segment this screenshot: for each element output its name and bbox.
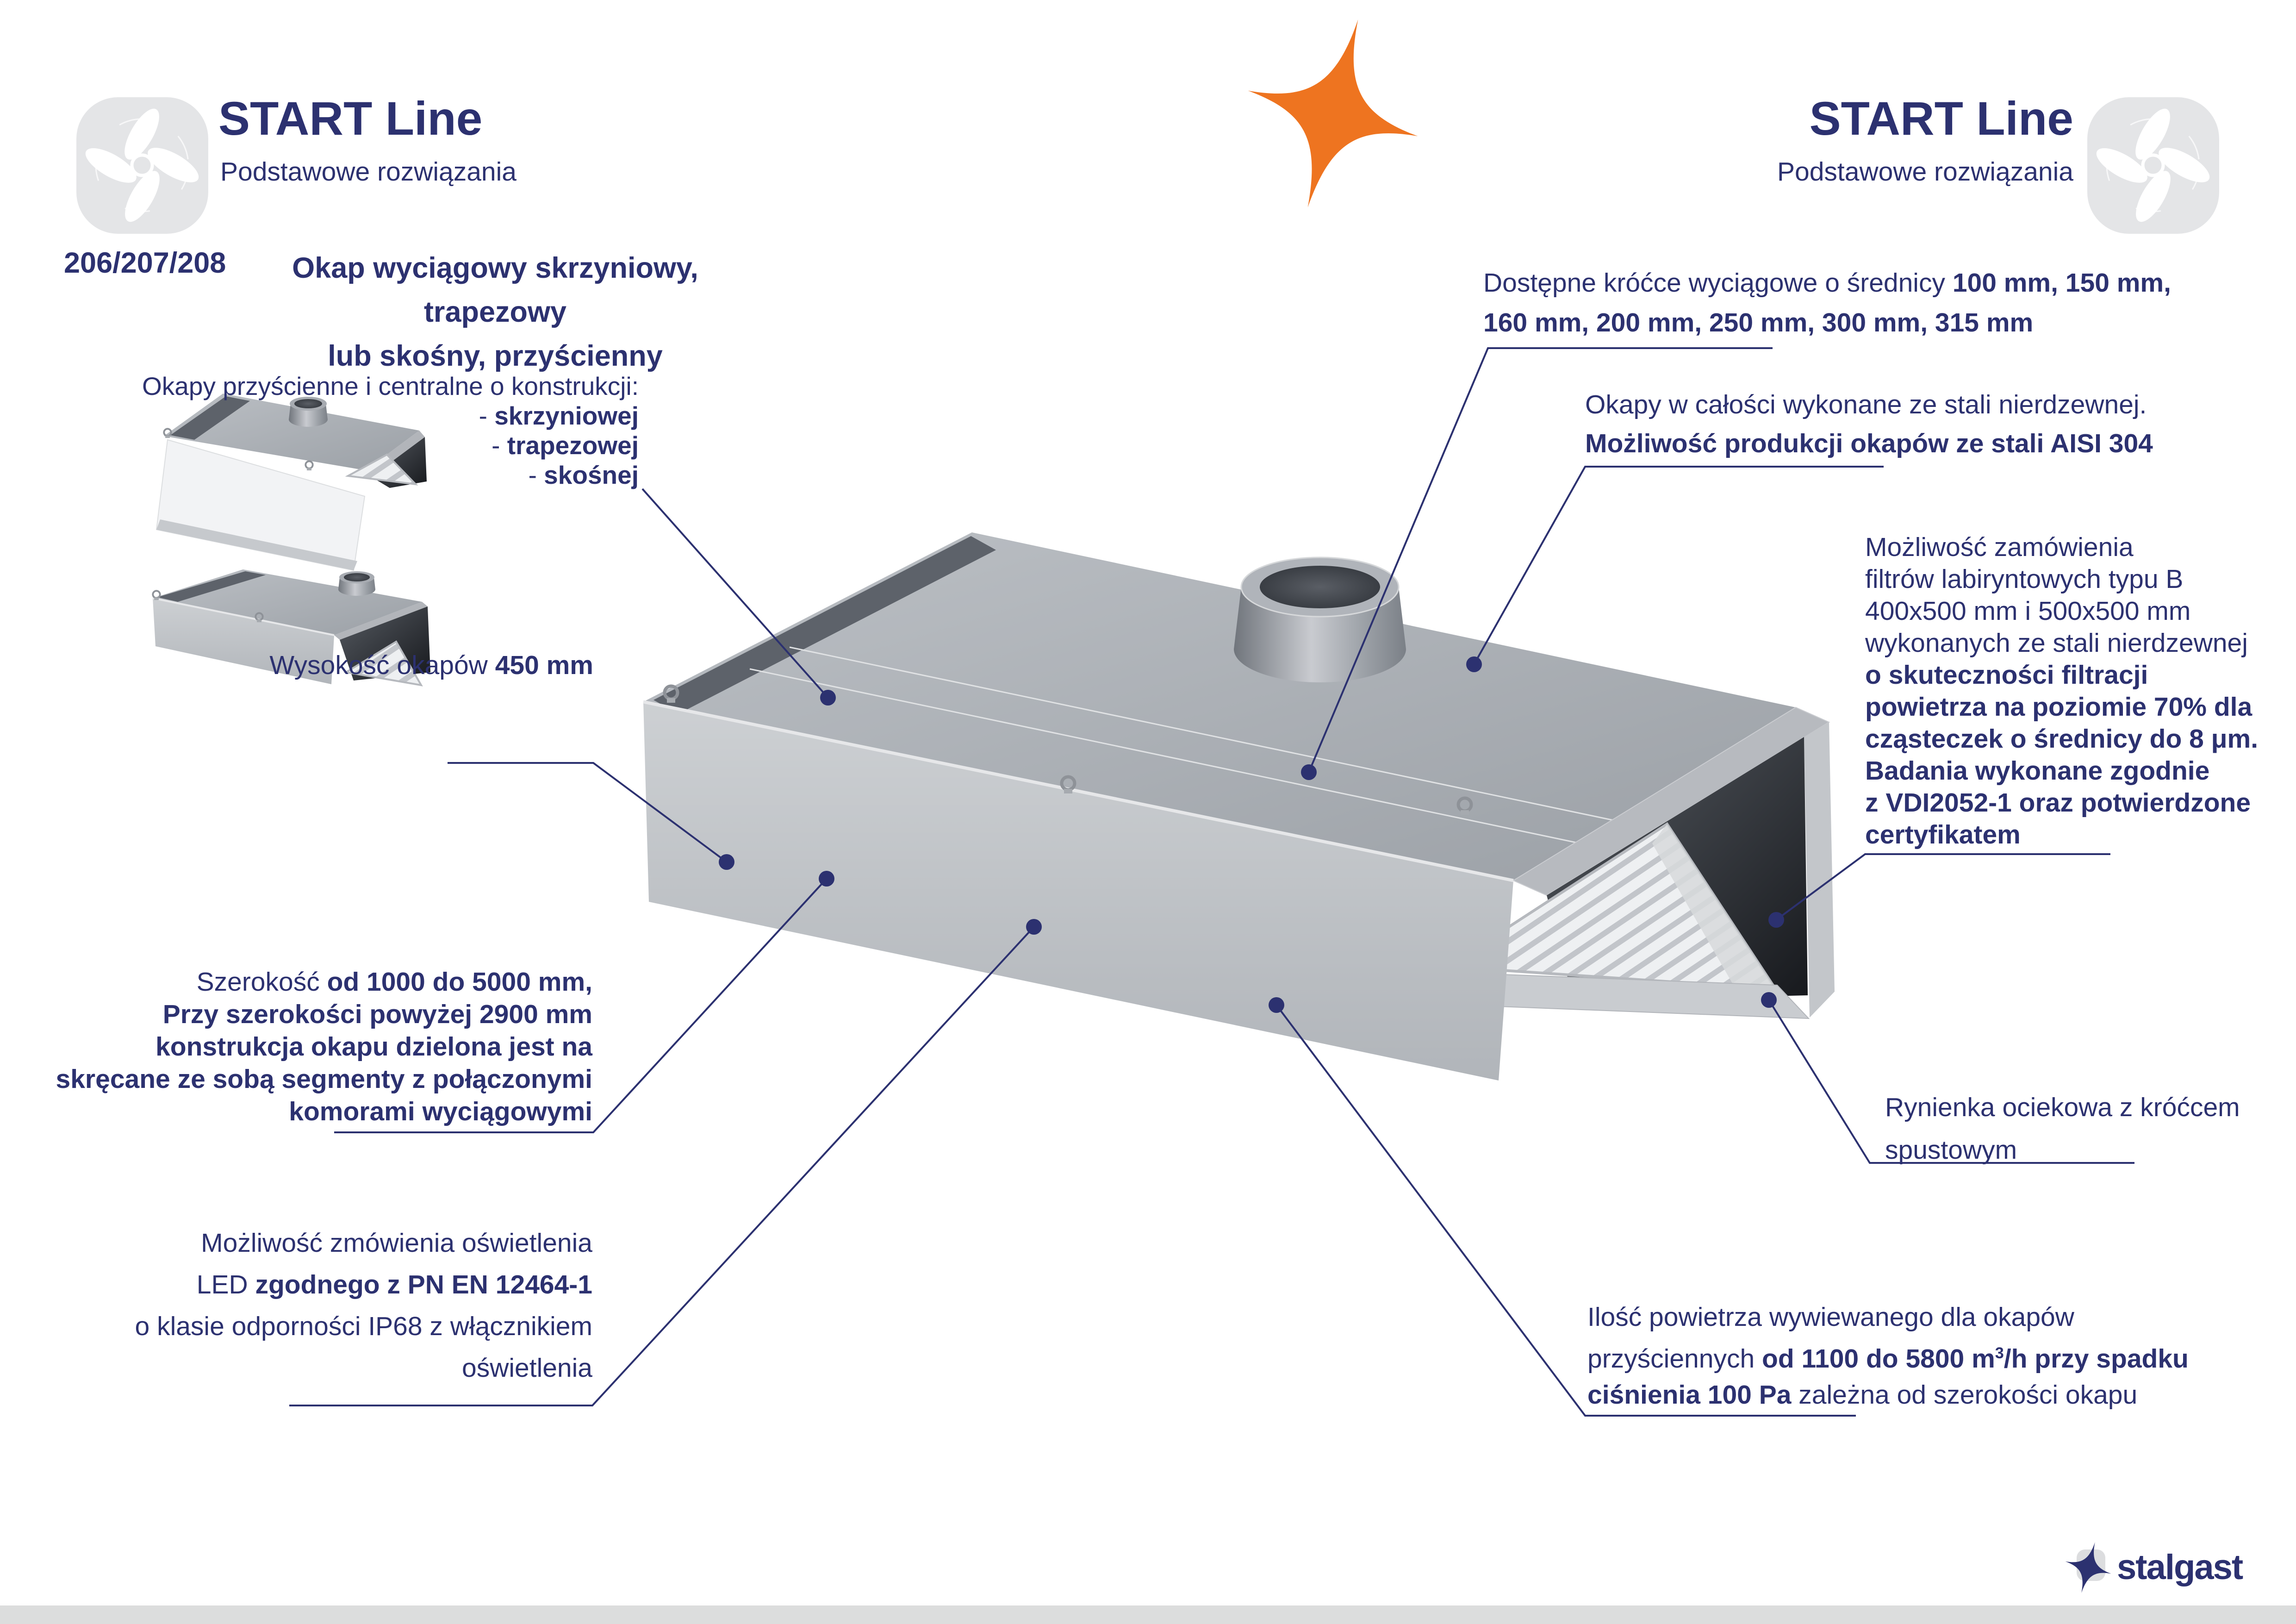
annotation-drip-tray	[1885, 1086, 2240, 1171]
text-line: Możliwość zmówienia oświetlenia	[201, 1228, 592, 1258]
product-name	[234, 246, 757, 378]
callout-dot	[819, 871, 834, 887]
text-line: Okapy w całości wykonane ze stali nierdzewnej.	[1585, 390, 2147, 419]
text-line: komorami wyciągowymi	[289, 1097, 592, 1126]
text-line: 160 mm, 200 mm, 250 mm, 300 mm, 315 mm	[1483, 308, 2034, 337]
callout-dot	[820, 690, 836, 706]
text-line: o skuteczności filtracji	[1865, 660, 2148, 690]
product-name-line2: lub skośny, przyścienny	[328, 340, 663, 372]
text-line: z VDI2052-1 oraz potwierdzone	[1865, 788, 2251, 818]
brand-title: START Line	[1809, 92, 2073, 145]
hood-render	[643, 532, 1835, 1081]
annotation-airflow	[1587, 1299, 2189, 1413]
text-line: Okapy przyścienne i centralne o konstrukcji:	[142, 372, 639, 400]
annotation-width	[56, 966, 592, 1128]
callout-dot	[1761, 992, 1777, 1008]
annotation-ducts	[1483, 263, 2171, 343]
exhaust-collar	[1234, 557, 1406, 682]
annotation-steel	[1585, 385, 2153, 463]
annotation-construction	[142, 371, 639, 490]
callout-dot	[1301, 764, 1317, 780]
text-line: przyściennych od 1100 do 5800 $m^3/h$ przy spadku	[1587, 1344, 2189, 1374]
annotation-height	[269, 649, 593, 681]
text-line: LED zgodnego z PN EN 12464-1	[196, 1270, 592, 1299]
sparkle-icon	[1223, 0, 1443, 230]
text-line: Przy szerokości powyżej 2900 mm	[162, 999, 592, 1029]
brand-subtitle: Podstawowe rozwiązania	[1777, 157, 2073, 187]
text-line: Dostępne króćce wyciągowe o średnicy 100 mm, 150 mm,	[1483, 268, 2171, 298]
text-line: Szerokość od 1000 do 5000 mm,	[196, 967, 592, 997]
text-line: - skrzyniowej	[479, 401, 639, 430]
text-line: Ilość powietrza wywiewanego dla okapów	[1587, 1302, 2074, 1332]
brand-logo-left	[76, 97, 208, 234]
text-line: - skośnej	[528, 461, 639, 489]
text-line: Badania wykonane zgodnie	[1865, 756, 2210, 786]
callout-dot	[1768, 912, 1784, 928]
product-code: 206/207/208	[64, 247, 226, 279]
callout-dot	[1466, 656, 1482, 672]
text-line: powietrza na poziomie 70% dla	[1865, 692, 2252, 722]
text-line: konstrukcja okapu dzielona jest na	[156, 1032, 592, 1062]
text-line: cząsteczek o średnicy do 8 μm.	[1865, 724, 2259, 754]
text-line: Możliwość zamówienia	[1865, 532, 2134, 562]
brand-title: START Line	[218, 92, 483, 145]
product-name-line1: Okap wyciągowy skrzyniowy, trapezowy	[292, 252, 698, 328]
text-line: filtrów labiryntowych typu B	[1865, 564, 2184, 594]
text-line: wykonanych ze stali nierdzewnej	[1865, 628, 2248, 658]
footer-bar	[0, 1605, 2296, 1624]
text-line: o klasie odporności IP68 z włącznikiem	[135, 1312, 592, 1341]
text-line: spustowym	[1885, 1135, 2017, 1165]
text-line: 400x500 mm i 500x500 mm	[1865, 596, 2191, 626]
callout-dot	[1026, 919, 1042, 935]
callout-dot	[719, 854, 734, 870]
brand-subtitle: Podstawowe rozwiązania	[220, 157, 516, 187]
text-line: - trapezowej	[492, 431, 639, 460]
text-line: skręcane ze sobą segmenty z połączonymi	[56, 1064, 592, 1094]
text-line: certyfikatem	[1865, 820, 2021, 849]
sparkle-icon	[2059, 1536, 2118, 1599]
stalgast-wordmark: stalgast	[2117, 1548, 2243, 1587]
stalgast-logo	[2059, 1536, 2118, 1599]
annotation-filters	[1865, 531, 2258, 851]
annotation-lighting	[135, 1222, 592, 1389]
text-line: oświetlenia	[462, 1353, 592, 1383]
text-line: ciśnienia 100 Pa zależna od szerokości okapu	[1587, 1380, 2138, 1410]
text-line: Wysokość okapów 450 mm	[269, 650, 593, 680]
text-line: Rynienka ociekowa z króćcem	[1885, 1093, 2240, 1122]
section-outer-wall	[1804, 722, 1835, 1018]
text-line: Możliwość produkcji okapów ze stali AISI 304	[1585, 429, 2153, 458]
brand-logo-right	[2087, 97, 2219, 234]
callout-dot	[1269, 997, 1284, 1013]
